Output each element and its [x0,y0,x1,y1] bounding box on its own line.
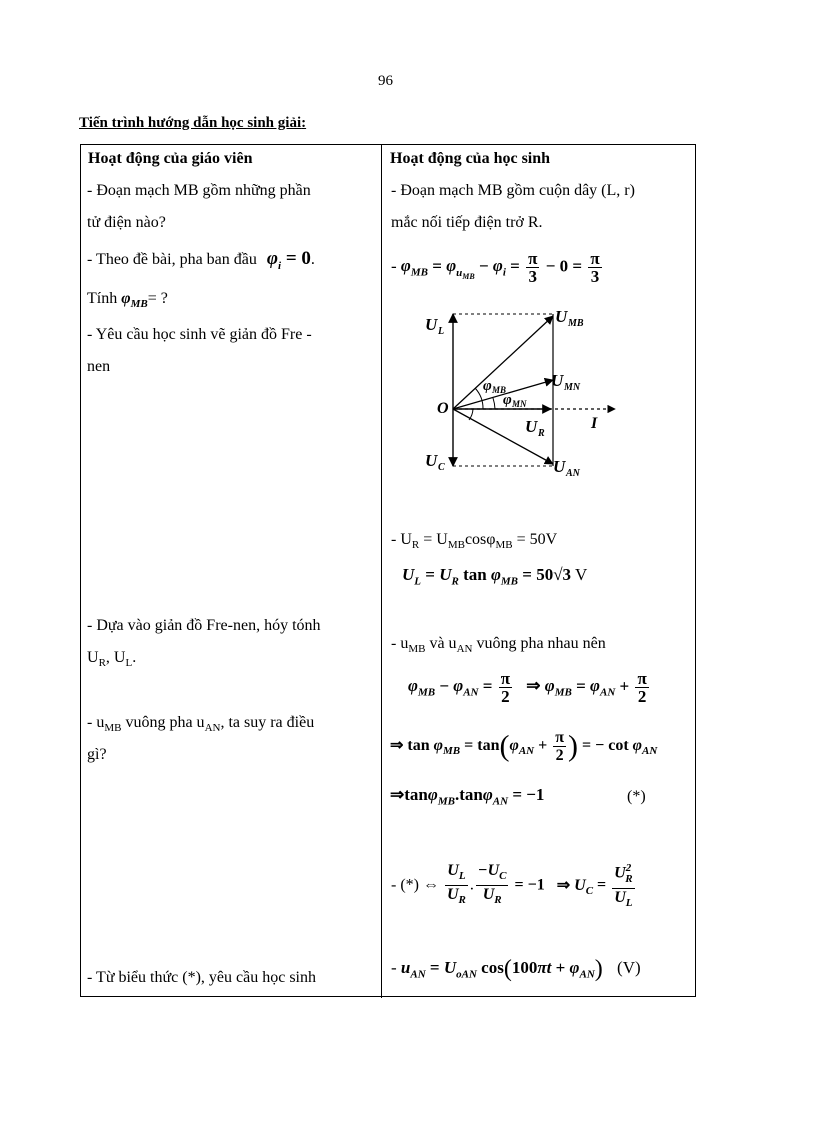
formula-ul: $U_L = U_R$ $\tan \varphi_{MB} = 50√3$ V [402,565,588,588]
label-axis-i: I [591,415,598,432]
section-title: Tiến trình hướng dẫn học sinh giải: [79,115,307,131]
fresnel-diagram [405,298,620,483]
label-origin: O [437,400,449,417]
student-a1-line2: mắc nối tiếp điện trở R. [391,214,543,231]
teacher-q1-line1: - Đoạn mạch MB gồm những phần [87,182,311,199]
formula-uc: - (*) ⇔ $\frac{U_L}{U_R}$ . $\frac{-U_C}{U_R}$ = −1 ⇒ $U_C$ = $\frac{U^2_R}{U_L}$ [391,862,633,909]
formula-phase-diff: $\varphi_{MB} - \varphi_{AN}$ = $\frac{\pi}{2}$ ⇒ $\varphi_{MB} = \varphi_{AN}$ + $\frac{\pi}{2}$ [408,669,647,706]
svg-text:MN: MN [512,399,527,409]
formula-phi-mb: - $\varphi_{MB} = \varphi_{u_{MB}} - \varphi_i$ = $\frac{\pi}{3}$ − 0 = $\frac{\pi}{3}$ [391,249,600,286]
teacher-q5-line1: - $u_{MB}$ vuông pha $u_{AN}$, ta suy ra điều [87,714,315,735]
teacher-q3-line2: nen [87,358,111,375]
svg-text:MB: MB [568,318,584,329]
teacher-q2-line1: - Theo đề bài, pha ban đầu $\varphi_i = 0$. [87,248,315,272]
header-teacher: Hoạt động của giáo viên [88,150,253,167]
teacher-q4-line1: - Dựa vào giản đồ Fre-nen, hóy tónh [87,617,321,634]
svg-text:φ: φ [503,392,512,408]
teacher-q3-line1: - Yêu cầu học sinh vẽ giản đồ Fre - [87,326,312,343]
angle-arc-mb [475,388,483,409]
svg-text:C: C [438,462,445,473]
page-number: 96 [378,73,393,89]
label-umn [551,371,581,393]
label-uc [425,451,445,473]
label-phi-mn [503,392,527,409]
svg-text:U: U [425,451,438,470]
teacher-q5-line2: gì? [87,746,107,763]
formula-ur: - $U_R = U_{MB}\cos\varphi_{MB} = 50V$ [391,531,558,552]
label-ur [525,417,545,439]
label-umb [555,307,584,329]
student-a1-line1: - Đoạn mạch MB gồm cuộn dây (L, r) [391,182,635,199]
formula-tan-product: ⇒tanφ$_{MB}$.tanφ$_{AN}$ = −1 [390,785,545,808]
formula-uan: - $u_{AN} = U_{oAN}$ $\cos(100\pi t + \varphi_{AN})$ (V) [391,956,641,983]
angle-arc-mn [493,398,495,409]
svg-text:R: R [538,428,545,439]
svg-text:U: U [553,457,566,476]
teacher-q2-line2: Tính $\varphi_{MB}=$ ? [87,290,168,311]
svg-text:MB: MB [492,385,507,395]
svg-text:U: U [425,315,438,334]
label-uan [553,457,581,479]
svg-text:AN: AN [566,468,580,479]
svg-text:U: U [555,307,568,326]
star-mark: (*) [627,788,646,805]
column-divider [381,145,382,998]
svg-text:U: U [525,417,538,436]
teacher-q4-line2: $U_R$, $U_L$. [87,649,137,670]
student-a3-line1: - $u_{MB}$ và $u_{AN}$ vuông pha nhau nên [391,635,606,656]
teacher-q1-line2: tử điện nào? [87,214,166,231]
header-student: Hoạt động của học sinh [390,150,551,167]
label-ul [425,315,444,337]
teacher-q6-line1: - Từ biểu thức (*), yêu cầu học sinh [87,969,316,986]
formula-tan: ⇒ $\tan \varphi_{MB} = \tan(\varphi_{AN}$ + $\frac{\pi}{2}$ ) = − $\cot \varphi_{AN}$ [390,729,658,764]
svg-text:φ: φ [483,378,492,394]
svg-text:L: L [438,326,445,337]
svg-text:MN: MN [564,382,581,393]
svg-text:U: U [551,371,564,390]
